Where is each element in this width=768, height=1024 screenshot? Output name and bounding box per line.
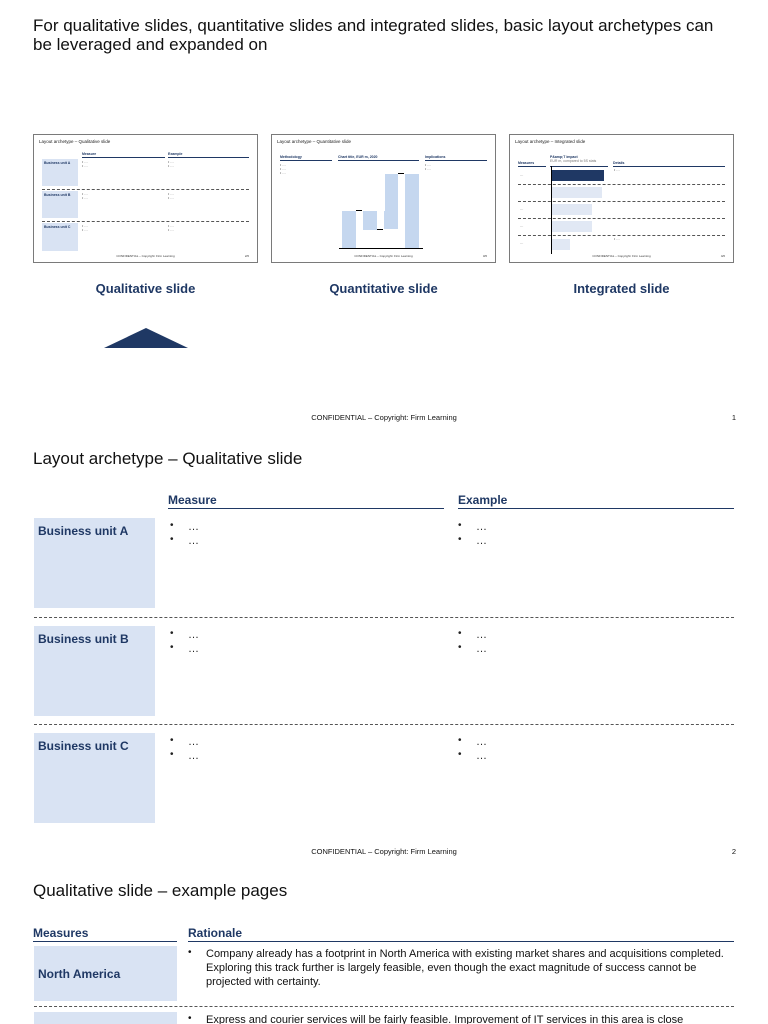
thumb-separator (518, 201, 725, 202)
thumb-title: Layout archetype – Qualitative slide (39, 139, 111, 144)
thumb-bullets: • … • … (168, 224, 174, 232)
bullet-item: • … (170, 520, 199, 534)
thumb-page-number: 3/6 (482, 254, 487, 258)
thumb-bar-cap (398, 173, 404, 174)
thumb-waterfall-bar (363, 211, 377, 230)
thumb-title: Layout archetype – Quantitative slide (277, 139, 352, 144)
bullet-item: • … (458, 642, 487, 656)
bullet-item: • … (458, 628, 487, 642)
thumb-bullets: • … • … (82, 224, 88, 232)
thumb-rule (518, 166, 546, 167)
thumb-bullets: • … • … (425, 163, 431, 171)
thumb-rule (338, 160, 419, 161)
thumb-separator (42, 189, 249, 190)
thumb-header-measure: Measure (82, 152, 97, 156)
slide1-page-number: 1 (731, 413, 736, 422)
bullet-item: • … (170, 628, 199, 642)
business-unit-label: Business unit C (38, 739, 129, 753)
thumb-bullets: • … • … (82, 160, 88, 168)
bullet-item: • … (170, 642, 199, 656)
thumb-separator (518, 235, 725, 236)
bullet-item: • … (170, 749, 199, 763)
thumb-title: Layout archetype – Integrated slide (515, 139, 586, 144)
thumb-header-methodology: Methodology (280, 155, 302, 159)
thumb-bar-cap (356, 210, 362, 211)
thumb-bullets: • … • … (168, 160, 174, 168)
thumb-separator (518, 218, 725, 219)
thumb-row-dots: • … (614, 168, 620, 172)
slide1-title: For qualitative slides, quantitative slides and integrated slides, basic layout archetypes can be leveraged and expanded on (33, 16, 714, 54)
rationale-item: • Company already has a footprint in North America with existing market shares and acquisitions completed. Exploring this track further is largely feasible, even though the exact magnitude of success cannot be projected with certainty. (188, 947, 736, 989)
thumb-header-chart-title: Chart title, EUR m, 2020 (338, 155, 378, 159)
slide2-page-number: 2 (731, 847, 736, 856)
thumbnail-quantitative-slide[interactable] (271, 134, 496, 263)
thumb-row-dots: … (520, 224, 524, 228)
thumb-header-impact: P&amp;T impact (550, 155, 578, 159)
bullet-item: • … (458, 534, 487, 548)
business-unit-label: Business unit B (38, 632, 129, 646)
thumb-header-measures: Measures (518, 161, 535, 165)
thumb-impact-bar (552, 187, 602, 198)
example-bullets (458, 628, 487, 656)
header-example: Example (458, 493, 508, 507)
slide3-title: Qualitative slide – example pages (33, 881, 288, 900)
caption-qualitative-slide[interactable]: Qualitative slide (95, 281, 196, 296)
thumb-row-label: Business unit C (44, 225, 71, 229)
thumb-rule (280, 160, 332, 161)
thumb-waterfall-bar (342, 211, 356, 248)
row-separator (34, 724, 734, 725)
selection-triangle-icon (104, 328, 188, 348)
thumbnail-qualitative-slide[interactable] (33, 134, 258, 263)
thumb-impact-bar (552, 221, 592, 232)
thumbnail-integrated-slide[interactable] (509, 134, 734, 263)
row-separator (34, 617, 734, 618)
thumb-rule (168, 157, 249, 158)
header-rule (168, 508, 444, 509)
thumb-waterfall-bar (385, 174, 398, 229)
thumb-rule (550, 166, 608, 167)
thumb-bullets: • … • … (168, 192, 174, 200)
thumb-chart-baseline (339, 248, 423, 249)
measure-box (34, 1012, 177, 1024)
slide2-footer: CONFIDENTIAL – Copyright: Firm Learning (311, 847, 457, 856)
thumb-bullets: • … • … • … (280, 163, 286, 175)
slide2-title: Layout archetype – Qualitative slide (33, 449, 303, 468)
measure-bullets (170, 520, 199, 548)
header-rationale: Rationale (188, 926, 243, 940)
thumb-impact-bar (552, 170, 604, 181)
thumb-row-dots: … (520, 207, 524, 211)
business-unit-label: Business unit A (38, 524, 129, 538)
rationale-item: • Express and courier services will be fairly feasible. Improvement of IT services in this area is close (188, 1013, 736, 1024)
thumb-header-implications: Implications (425, 155, 446, 159)
thumb-separator (42, 221, 249, 222)
bullet-item: • … (170, 735, 199, 749)
thumb-rule (82, 157, 165, 158)
thumb-bullets: • … • … (82, 192, 88, 200)
example-bullets (458, 735, 487, 763)
thumb-footer: CONFIDENTIAL – Copyright: Firm Learning (592, 254, 651, 258)
thumb-rule (613, 166, 725, 167)
measure-label: North America (38, 967, 121, 981)
header-measure: Measure (168, 493, 217, 507)
bullet-item: • … (458, 749, 487, 763)
thumb-footer: CONFIDENTIAL – Copyright: Firm Learning (116, 254, 175, 258)
bullet-item: • … (170, 534, 199, 548)
measure-bullets (170, 628, 199, 656)
rationale-bullets (188, 1013, 736, 1024)
thumb-footer: CONFIDENTIAL – Copyright: Firm Learning (354, 254, 413, 258)
measure-bullets (170, 735, 199, 763)
example-bullets (458, 520, 487, 548)
bullet-item: • … (458, 735, 487, 749)
thumb-subheader-impact: EUR m, compared to 5S stats (550, 159, 597, 163)
thumb-page-number: 2/6 (244, 254, 249, 258)
thumb-header-details: Details (613, 161, 625, 165)
thumb-row-dots: … (520, 173, 524, 177)
header-rule (188, 941, 734, 942)
thumb-row-dots: … (520, 241, 524, 245)
row-separator (34, 1006, 734, 1007)
header-rule (33, 941, 177, 942)
thumb-rule (425, 160, 487, 161)
thumb-page-number: 4/6 (720, 254, 725, 258)
bullet-item: • … (458, 520, 487, 534)
caption-quantitative-slide[interactable]: Quantitative slide (329, 281, 438, 296)
slide1-footer: CONFIDENTIAL – Copyright: Firm Learning (311, 413, 457, 422)
thumb-bar-cap (377, 229, 383, 230)
thumb-row-label: Business unit B (44, 193, 71, 197)
caption-integrated-slide[interactable]: Integrated slide (573, 281, 670, 296)
thumb-separator (518, 184, 725, 185)
thumb-waterfall-bar (405, 174, 419, 248)
header-rule (458, 508, 734, 509)
rationale-bullets (188, 947, 736, 989)
thumb-impact-bar (552, 239, 570, 250)
thumb-header-example: Example (168, 152, 183, 156)
thumb-row-dots: • … (614, 237, 620, 241)
thumb-impact-bar (552, 204, 592, 215)
thumb-row-label: Business unit A (44, 161, 71, 165)
header-measures: Measures (33, 926, 89, 940)
